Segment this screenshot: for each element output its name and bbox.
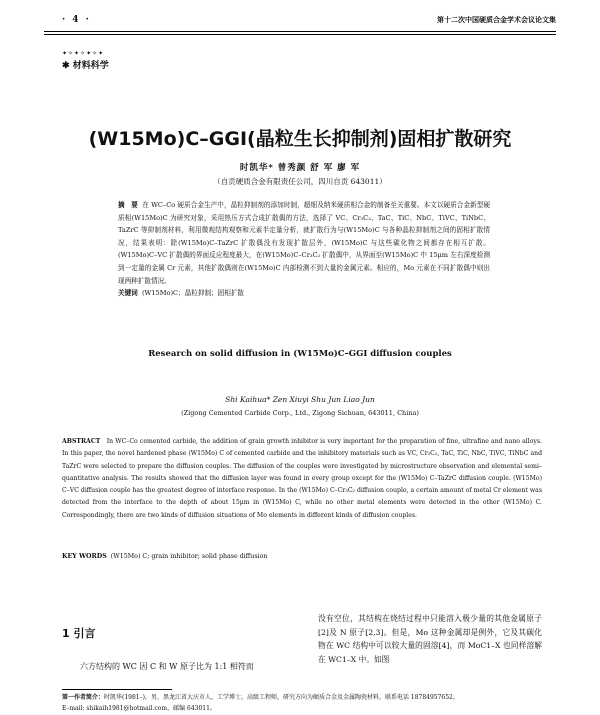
abstract-label: 摘 要 [118, 201, 138, 209]
footnote-label: 第一作者简介： [62, 694, 105, 701]
english-keywords [62, 553, 542, 560]
english-authors: Shi Kaihua* Zen Xiuyi Shu Jun Liao Jun [225, 395, 375, 404]
abstract-english [62, 436, 542, 522]
english-title: Research on solid diffusion in (W15Mo)C–GGI diffusion couples [148, 349, 452, 359]
english-abstract-label: ABSTRACT [62, 438, 101, 445]
affiliation: （自贡硬质合金有限责任公司，四川自贡 643011） [213, 177, 387, 186]
bullet-icon: ✱ [62, 61, 73, 71]
intro-left-column: 六方结构的 WC 因 C 和 W 原子比为 1:1 相符而 [80, 662, 254, 671]
keywords-label: 关键词 [118, 289, 138, 298]
footnote-text: 时凯华(1981–)，男，黑龙江省大庆市人，工学博士，高级工程师，研究方向为硬质合金及金属陶瓷材料，联系电话 18784957652。 [104, 694, 459, 701]
author-footnote [62, 692, 542, 714]
header-rule-thin [44, 34, 556, 35]
abstract-text: 在 WC–Co 硬质合金生产中，晶粒抑制剂的添加时制，超细及纳米硬质相合金的制备至关重要。本文以硬质合金新型硬质相(W15Mo)C 为研究对象，采用热压方式合成扩散偶的方法，选择了 VC、Cr₃C₂、TaC、TiC、NbC、TiVC、TiNbC、TaZrC 等抑制剂材料，利用微观结构观察和元素半定量分析，就扩散行为与(W15Mo)C 与各种晶粒抑制剂之间的固相扩散情况，结果表明：除(W15Mo)C–TaZrC 扩散偶没有发现扩散层外，(W15Mo)C 与这些碳化物之间都存在相互扩散。(W15Mo)C–VC 扩散偶的界面反应程度最大，在(W15Mo)C–Cr₃C₂ 扩散偶中，从界面至(W15Mo)C 中 15μm 左右深度检测到一定量的金属 Cr 元素，其他扩散偶则在(W15Mo)C 内部检测不到大量的金属元素。相应的，Mo 元素在不同扩散偶中则出现两种扩散情况。 [118, 201, 490, 285]
section-logo-label: ✱ 材料科学 [62, 61, 109, 71]
header-rule-thick [44, 31, 556, 32]
section-logo [62, 50, 124, 78]
running-header-journal: 第十二次中国硬质合金学术会议论文集 [437, 15, 556, 24]
paper-title: (W15Mo)C–GGI(晶粒生长抑制剂)固相扩散研究 [88, 128, 512, 150]
english-keywords-text: (W15Mo) C; grain inhibitor; solid phase diffusion [110, 553, 268, 560]
author-list: 时凯华* 曾秀颜 舒 军 廖 军 [239, 163, 361, 173]
intro-right-column: 没有空位，其结构在烧结过程中只能溶入极少量的其他金属原子[2]及 N 原子[2,3]。但是，Mo 这种金属却是例外，它及其碳化物在 WC 结构中可以较大量的固溶[4]，而 MoC1–X 也同样溶解在 WC1–X 中。如图 [318, 614, 542, 664]
english-keywords-label: KEY WORDS [62, 553, 107, 560]
section-logo-ornament: ✦✧✦✧✦✧✦ [62, 50, 105, 57]
english-abstract-text: In WC–Co cemented carbide, the addition of grain growth inhibitor is very important for the preparation of fine, ultrafine and nano alloys. In this paper, the novel hardened phase (W15Mo) C of cemented carbide and the inhibitory materials such as VC, Cr₃C₂, TaC, TiC, NbC, TiVC, TiNbC and TaZrC were selected to prepare the diffusion couples. The diffusion of the couples were investigated by microstructure observation and elemental semi–quantitative analysis. The results showed that the diffusion layer was found in every group except for the (W15Mo) C–TaZrC diffusion couple. (W15Mo) C–VC diffusion couple has the greatest degree of interface response. In the (W15Mo) C–Cr₃C₂ diffusion couple, a certain amount of metal Cr element was detected from the interface to the depth of about 15μm in (W15Mo) C, while no other metal elements were detected in the other (W15Mo) C. Correspondingly, there are two kinds of diffusion situations of Mo elements in different kinds of diffusion couples. [62, 438, 542, 519]
keywords-text: (W15Mo)C；晶粒抑制；固相扩散 [141, 289, 245, 298]
footnote-email: E–mail: shikaih1981@hotmail.com，邮编 643011。 [62, 705, 216, 712]
english-affiliation: (Zigong Cemented Carbide Corp., Ltd., Zigong Sichuan, 643011, China) [181, 409, 419, 417]
page-number: · 4 · [62, 15, 91, 25]
footnote-rule [62, 689, 172, 690]
section-heading-introduction: 1 引言 [62, 627, 96, 640]
abstract-chinese [118, 199, 490, 300]
